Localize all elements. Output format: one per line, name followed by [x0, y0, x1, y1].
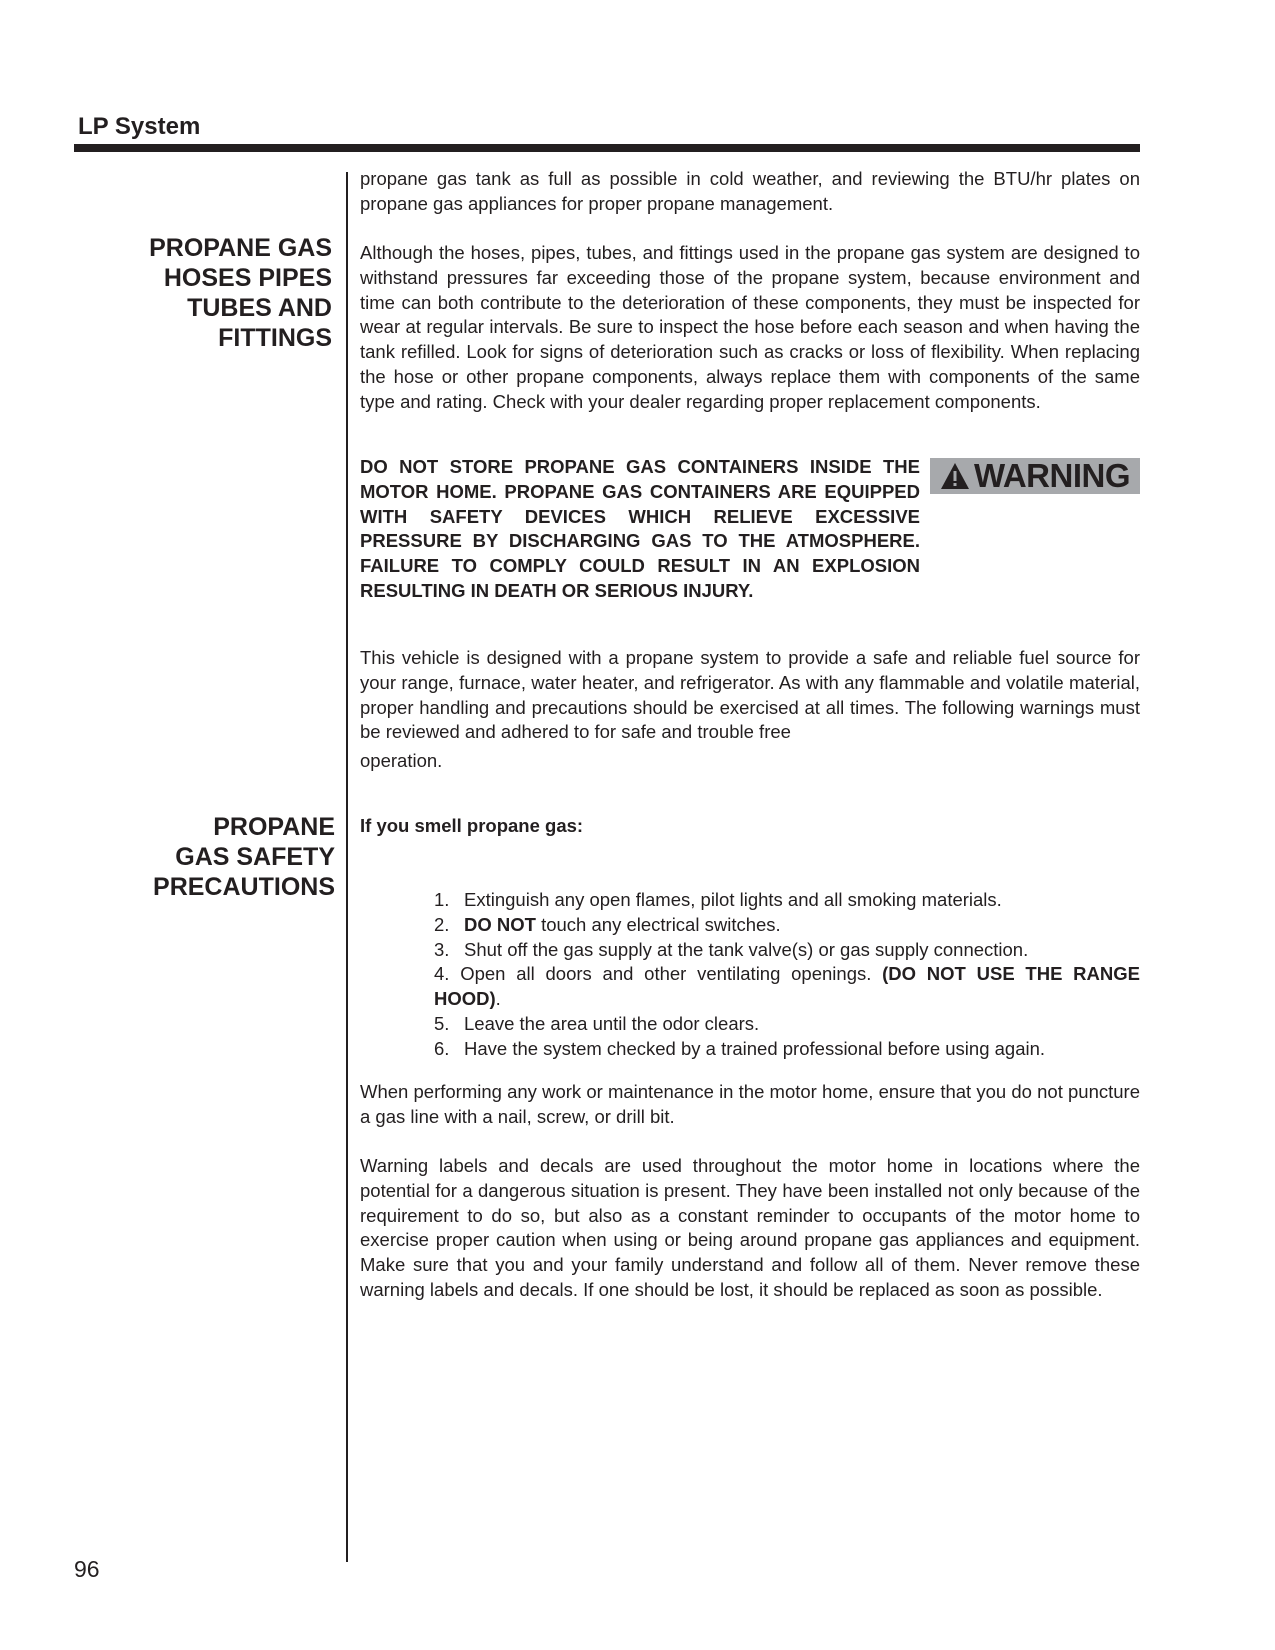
list-item: 5. Leave the area until the odor clears.	[434, 1012, 760, 1034]
section-title: LP System	[78, 113, 201, 140]
para-labels: Warning labels and decals are used throughout the motor home in locations where the potential for a dangerous situation is present. They have been installed not only because of the requirement to do so, but also as a constant reminder to occupants of the motor home to exercise proper caution when using or being around propane gas appliances and equipment. Make sure that you and your family understand and follow all of them. Never remove these warning labels and decals. If one should be lost, it should be replaced as soon as possible.	[360, 1155, 1140, 1300]
page-number: 96	[74, 1556, 100, 1582]
heading-propane-gas-safety: PROPANE GAS SAFETY PRECAUTIONS	[153, 813, 335, 901]
list-item: 2. DO NOT touch any electrical switches.	[434, 913, 781, 935]
para-vehicle-end: operation.	[360, 750, 443, 772]
list-item: 6. Have the system checked by a trained professional before using again.	[434, 1037, 1046, 1059]
header-rule	[74, 144, 1140, 152]
para-top: propane gas tank as full as possible in cold weather, and reviewing the BTU/hr plates on propane gas appliances for proper propane management.	[360, 168, 1140, 214]
warning-triangle-icon	[940, 462, 970, 490]
list-item: 3. Shut off the gas supply at the tank valve(s) or gas supply connection.	[434, 938, 1029, 960]
para-work: When performing any work or maintenance in the motor home, ensure that you do not puncture a gas line with a nail, screw, or drill bit.	[360, 1081, 1140, 1127]
list-item: 1. Extinguish any open flames, pilot lights and all smoking materials.	[434, 889, 1002, 910]
steps-list	[434, 888, 1140, 1062]
heading-propane-gas-hoses: PROPANE GAS HOSES PIPES TUBES AND FITTINGS	[149, 234, 332, 352]
column-divider	[346, 172, 348, 1562]
para-vehicle: This vehicle is designed with a propane system to provide a safe and reliable fuel source for your range, furnace, water heater, and refrigerator. As with any flammable and volatile material, proper handling and precautions should be exercised at all times. The following warnings must be reviewed and adhered to for safe and trouble free operation.	[360, 646, 1140, 774]
warning-text: DO NOT STORE PROPANE GAS CONTAINERS INSIDE THE MOTOR HOME. PROPANE GAS CONTAINERS ARE EQUIPPED WITH SAFETY DEVICES WHICH RELIEVE EXCESSIVE PRESSURE BY DISCHARGING GAS TO THE ATMOSPHERE. FAILURE TO COMPLY COULD RESULT IN AN EXPLOSION RESULTING IN DEATH OR SERIOUS INJURY.	[360, 456, 920, 601]
warning-badge	[930, 458, 1140, 494]
warning-label: WARNING	[974, 457, 1130, 494]
list-item: 4. Open all doors and other ventilating openings. (DO NOT USE THE RANGE HOOD).	[434, 963, 1140, 1010]
smell-heading: If you smell propane gas:	[360, 815, 584, 836]
para-hoses: Although the hoses, pipes, tubes, and fittings used in the propane gas system are designed to withstand pressures far exceeding those of the propane system, because environment and time can both contribute to the deterioration of these components, they must be inspected for wear at regular intervals. Be sure to inspect the hose before each season and when having the tank refilled. Look for signs of deterioration such as cracks or loss of flexibility. When replacing the hose or other propane components, always replace them with components of the same type and rating. Check with your dealer regarding proper replacement components.	[360, 242, 1140, 412]
